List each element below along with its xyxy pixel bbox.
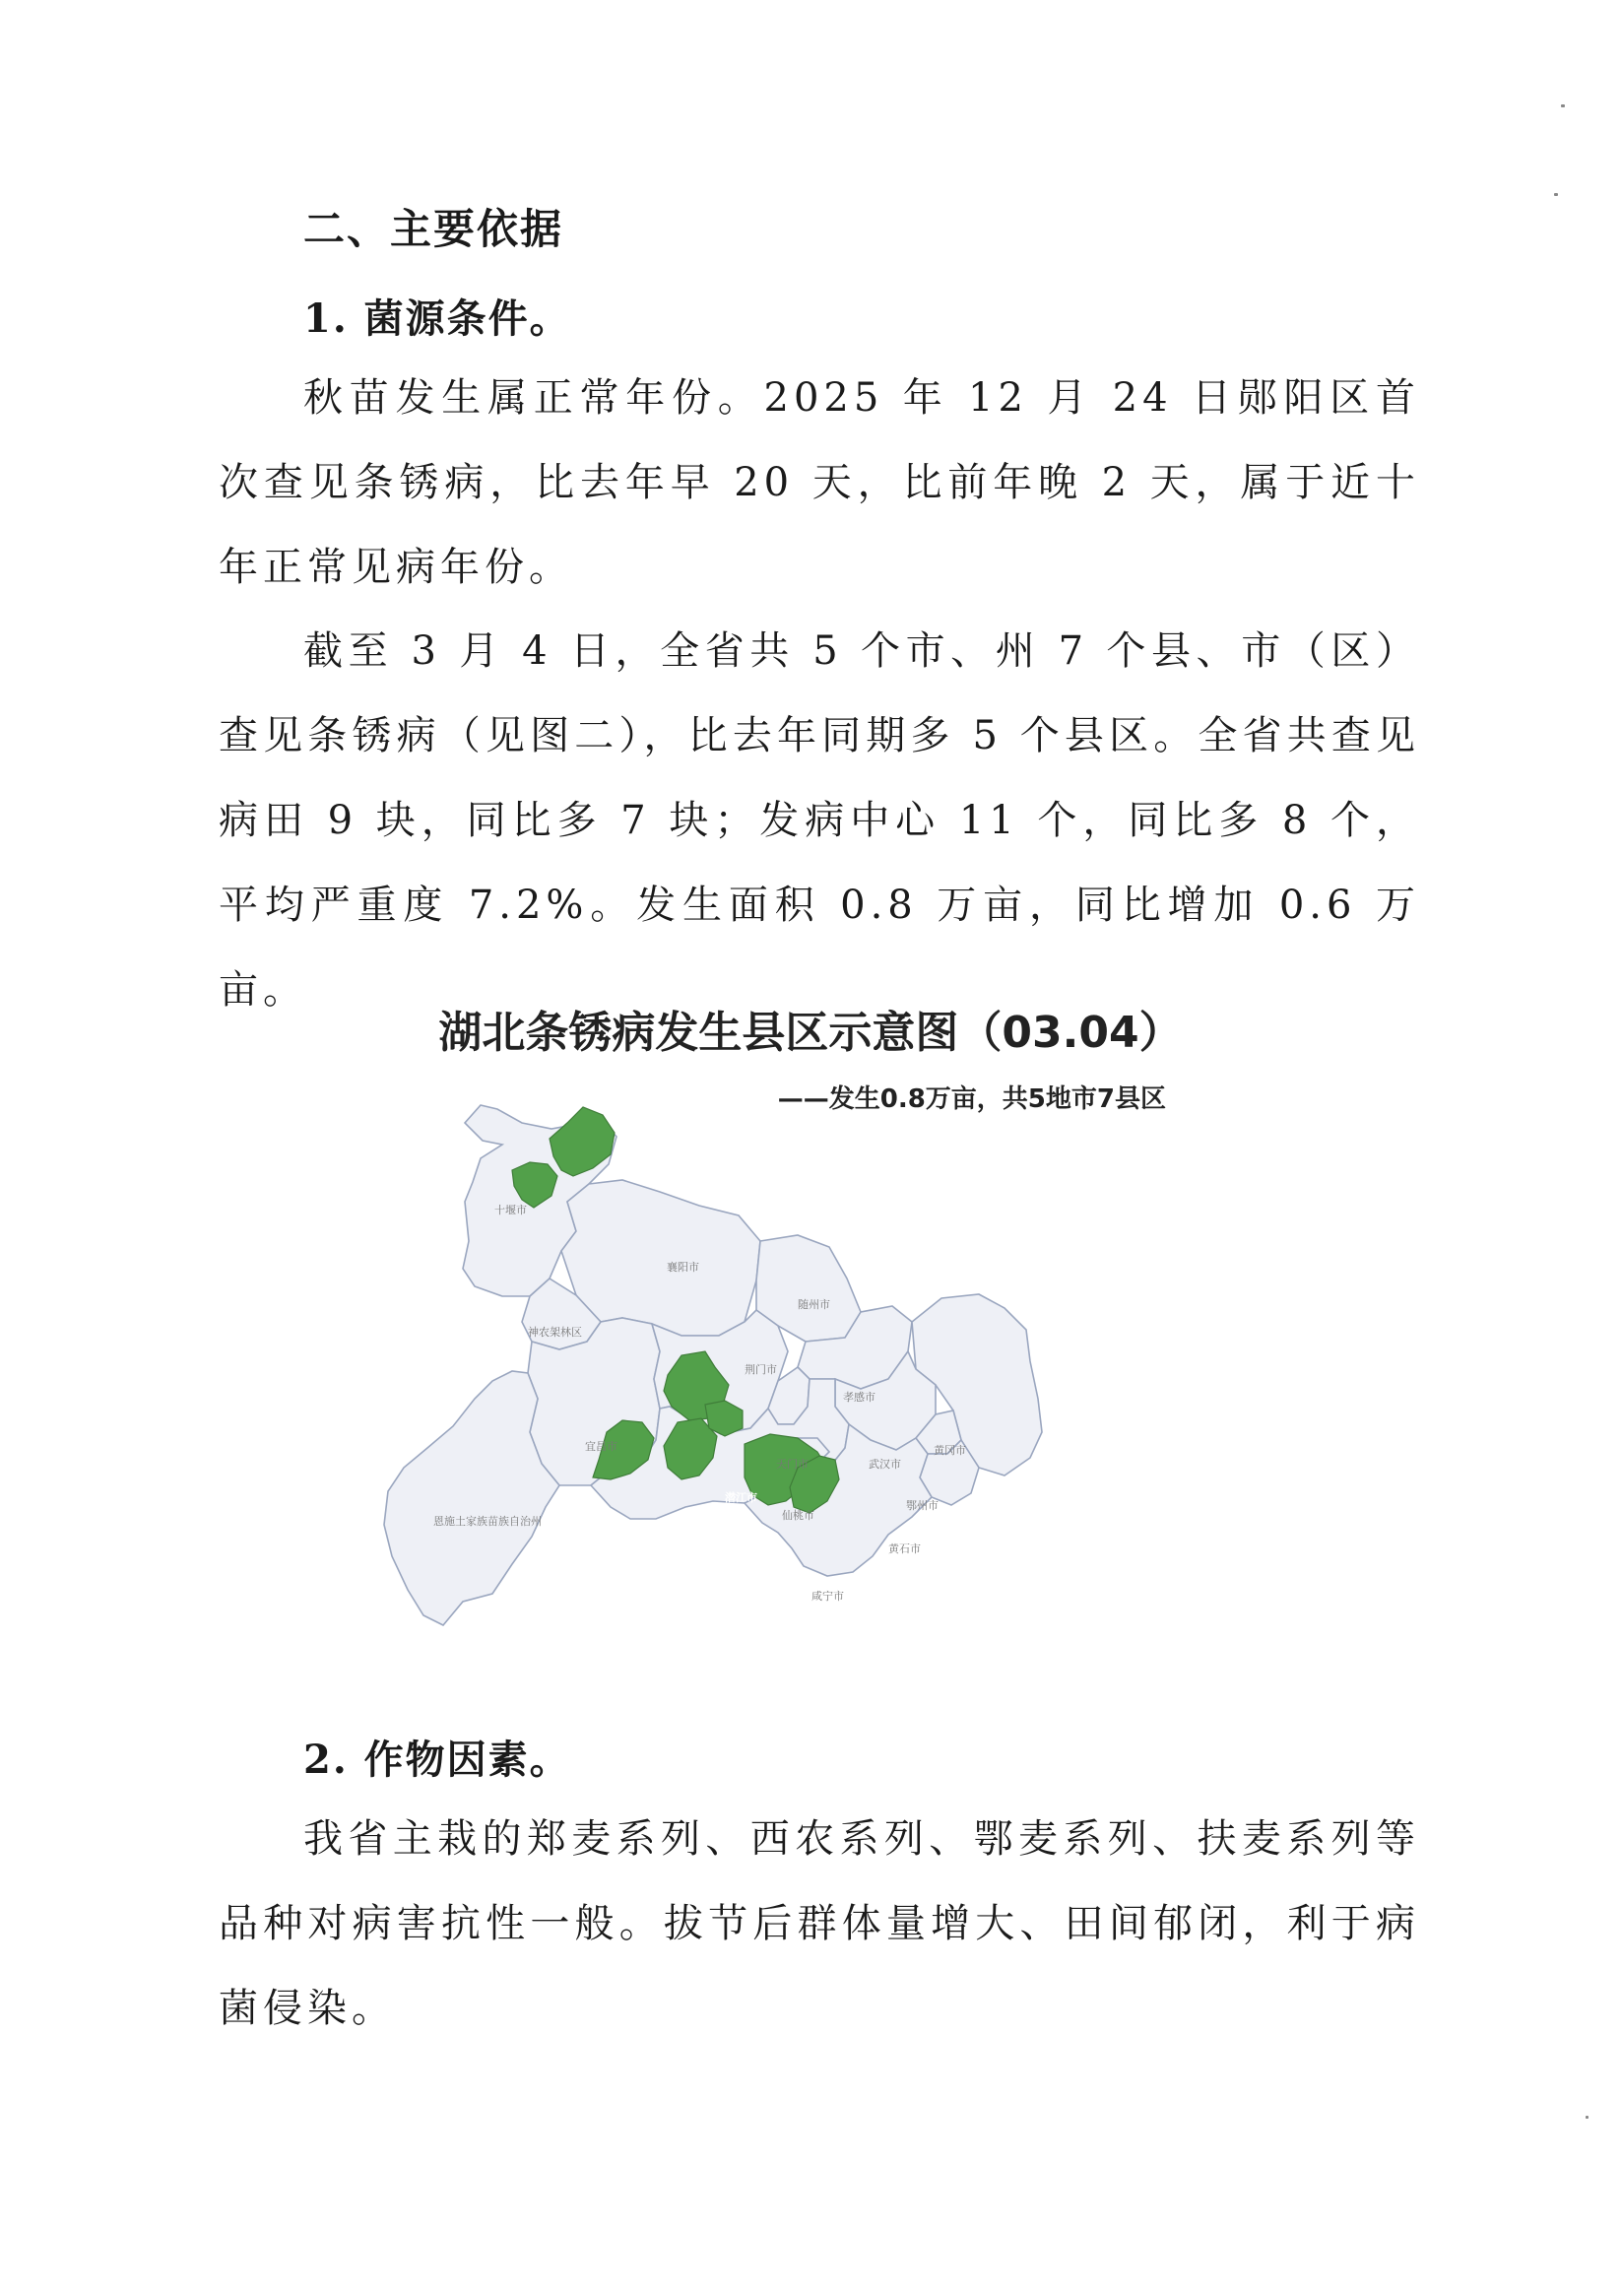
label-tianmen: 天门市 (776, 1458, 809, 1471)
label-suizhou: 随州市 (798, 1298, 830, 1311)
subheading-pathogen-source: 1. 菌源条件。 (303, 295, 571, 342)
map-subtitle: ——发生0.8万亩，共5地市7县区 (777, 1084, 1166, 1114)
map-title: 湖北条锈病发生县区示意图（03.04） (438, 1008, 1183, 1058)
label-shiyan: 十堰市 (494, 1204, 527, 1216)
label-xiaogan: 孝感市 (843, 1391, 875, 1404)
scan-speck (1561, 104, 1565, 107)
paragraph-varieties: 我省主栽的郑麦系列、西农系列、鄂麦系列、扶麦系列等品种对病害抗性一般。拔节后群体量增大、田间郁闭，利于病菌侵染。 (219, 1816, 1420, 2031)
label-jingzhou: 荆州市 (711, 1548, 744, 1561)
region-enshi (384, 1371, 559, 1625)
label-shennongjia: 神农架林区 (528, 1326, 582, 1339)
label-xianning: 咸宁市 (811, 1590, 844, 1603)
subheading-crop-factors: 2. 作物因素。 (303, 1737, 571, 1783)
scan-speck (1554, 193, 1558, 196)
label-jingmen: 荆门市 (745, 1363, 777, 1376)
hubei-stripe-rust-map (364, 1093, 1270, 1684)
label-xiantao: 仙桃市 (782, 1509, 814, 1522)
label-huangshi: 黄石市 (888, 1542, 921, 1555)
label-ezhou: 鄂州市 (906, 1499, 939, 1512)
paragraph-province-status: 截至 3 月 4 日，全省共 5 个市、州 7 个县、市（区）查见条锈病（见图二），比去年同期多 5 个县区。全省共查见病田 9 块，同比多 7 块；发病中心 11 个，同比多 8 个，平均严重度 7.2%。发生面积 0.8 万亩，同比增加 0.6 万亩。 (219, 628, 1420, 1013)
section-heading: 二、主要依据 (303, 205, 564, 253)
label-huanggang: 黄冈市 (934, 1444, 966, 1457)
label-enshi: 恩施土家族苗族自治州 (433, 1515, 542, 1528)
scan-speck (1586, 2116, 1589, 2119)
label-xiangyang: 襄阳市 (667, 1261, 699, 1274)
label-qianjiang: 潜江市 (725, 1491, 757, 1504)
paragraph-seedling-occurrence: 秋苗发生属正常年份。2025 年 12 月 24 日郧阳区首次查见条锈病，比去年早 20 天，比前年晚 2 天，属于近十年正常见病年份。 (219, 375, 1420, 590)
label-yichang: 宜昌市 (585, 1440, 617, 1453)
label-wuhan: 武汉市 (869, 1458, 901, 1471)
